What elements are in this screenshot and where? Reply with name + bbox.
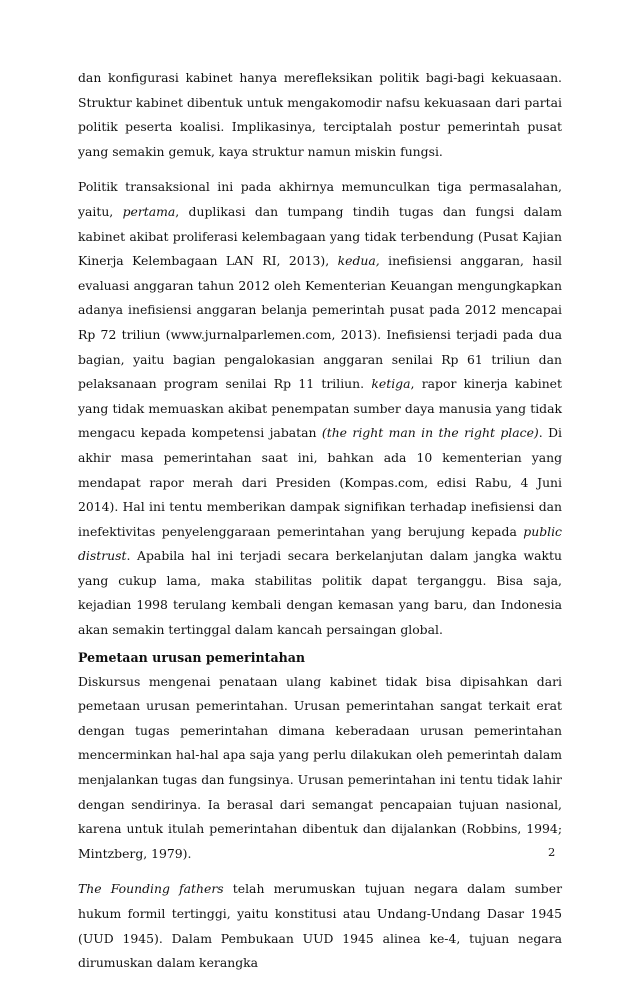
paragraph — [78, 670, 562, 867]
paragraph-text: . Di akhir masa pemerintahan saat ini, bahkan ada 10 kementerian yang mendapat rapor merah dari Presiden (Kompas.com, edisi Rabu, 4 Juni 2014). Hal ini tentu memberikan dampak signifikan terhadap inefisiensi dan inefektivitas penyelenggaraan pemerintahan yang berujung kepada — [78, 425, 562, 539]
paragraph-text: , duplikasi dan tumpang tindih tugas dan fungsi dalam kabinet akibat proliferasi kelembagaan yang tidak terbendung (Pusat Kajian Kinerja Kelembagaan LAN RI, 2013), — [78, 203, 563, 269]
emphasis-text: ketiga — [371, 376, 411, 392]
paragraph — [78, 66, 562, 164]
emphasis-text: pertama — [122, 203, 176, 219]
paragraph-text: Diskursus mengenai penataan ulang kabinet tidak bisa dipisahkan dari pemetaan urusan pemerintahan. Urusan pemerintahan sangat terkait erat dengan tugas pemerintahan dimana keberadaan urusan pemerintahan mencerminkan hal-hal apa saja yang perlu dilakukan oleh pemerintah dalam menjalankan tugas dan fungsinya. Urusan pemerintahan ini tentu tidak lahir dengan sendirinya. Ia berasal dari semangat pencapaian tujuan nasional, karena untuk itulah pemerintahan dibentuk dan dijalankan (Robbins, 1994; Mintzberg, 1979). — [78, 673, 562, 861]
paragraph-text: inefisiensi anggaran, hasil evaluasi anggaran tahun 2012 oleh Kementerian Keuangan mengungkapkan adanya inefisiensi anggaran belanja pemerintah pusat pada 2012 mencapai Rp 72 triliun (www.jurnalparlemen.com, 2013). Inefisiensi terjadi pada dua bagian, yaitu bagian pengalokasian anggaran senilai Rp 61 triliun dan pelaksanaan program senilai Rp 11 triliun. — [78, 253, 562, 392]
emphasis-text: The Founding fathers — [78, 881, 224, 897]
section-heading: Pemetaan urusan pemerintahan — [78, 649, 306, 665]
emphasis-text: kedua, — [337, 253, 380, 269]
emphasis-text: (the right man in the right place) — [321, 425, 539, 441]
paragraph-text: dan konfigurasi kabinet hanya merefleksikan politik bagi-bagi kekuasaan. Struktur kabinet dibentuk untuk mengakomodir nafsu kekuasaan dari partai politik peserta koalisi. Implikasinya, terciptalah postur pemerintah pusat yang semakin gemuk, kaya struktur namun miskin fungsi. — [78, 70, 562, 159]
paragraph — [78, 175, 562, 642]
page-number: 2 — [548, 845, 556, 859]
paragraph-text: . Apabila hal ini terjadi secara berkelanjutan dalam jangka waktu yang cukup lama, maka stabilitas politik dapat terganggu. Bisa saja, kejadian 1998 terulang kembali dengan kemasan yang baru, dan Indonesia akan semakin tertinggal dalam kancah persaingan global. — [78, 548, 562, 638]
paragraph — [78, 877, 562, 975]
paragraph-text: telah merumuskan tujuan negara dalam sumber hukum formil tertinggi, yaitu konstitusi atau Undang-Undang Dasar 1945 (UUD 1945). Dalam Pembukaan UUD 1945 alinea ke-4, tujuan negara dirumuskan dalam kerangka — [78, 881, 562, 971]
paragraph-text: , rapor kinerja kabinet yang tidak memuaskan akibat penempatan sumber daya manusia yang tidak mengacu kepada kompetensi jabatan — [78, 376, 562, 441]
paragraph-text: Politik transaksional ini pada akhirnya memunculkan tiga permasalahan, yaitu, — [78, 179, 562, 219]
document-body — [78, 66, 562, 987]
emphasis-text: public distrust — [78, 523, 562, 564]
